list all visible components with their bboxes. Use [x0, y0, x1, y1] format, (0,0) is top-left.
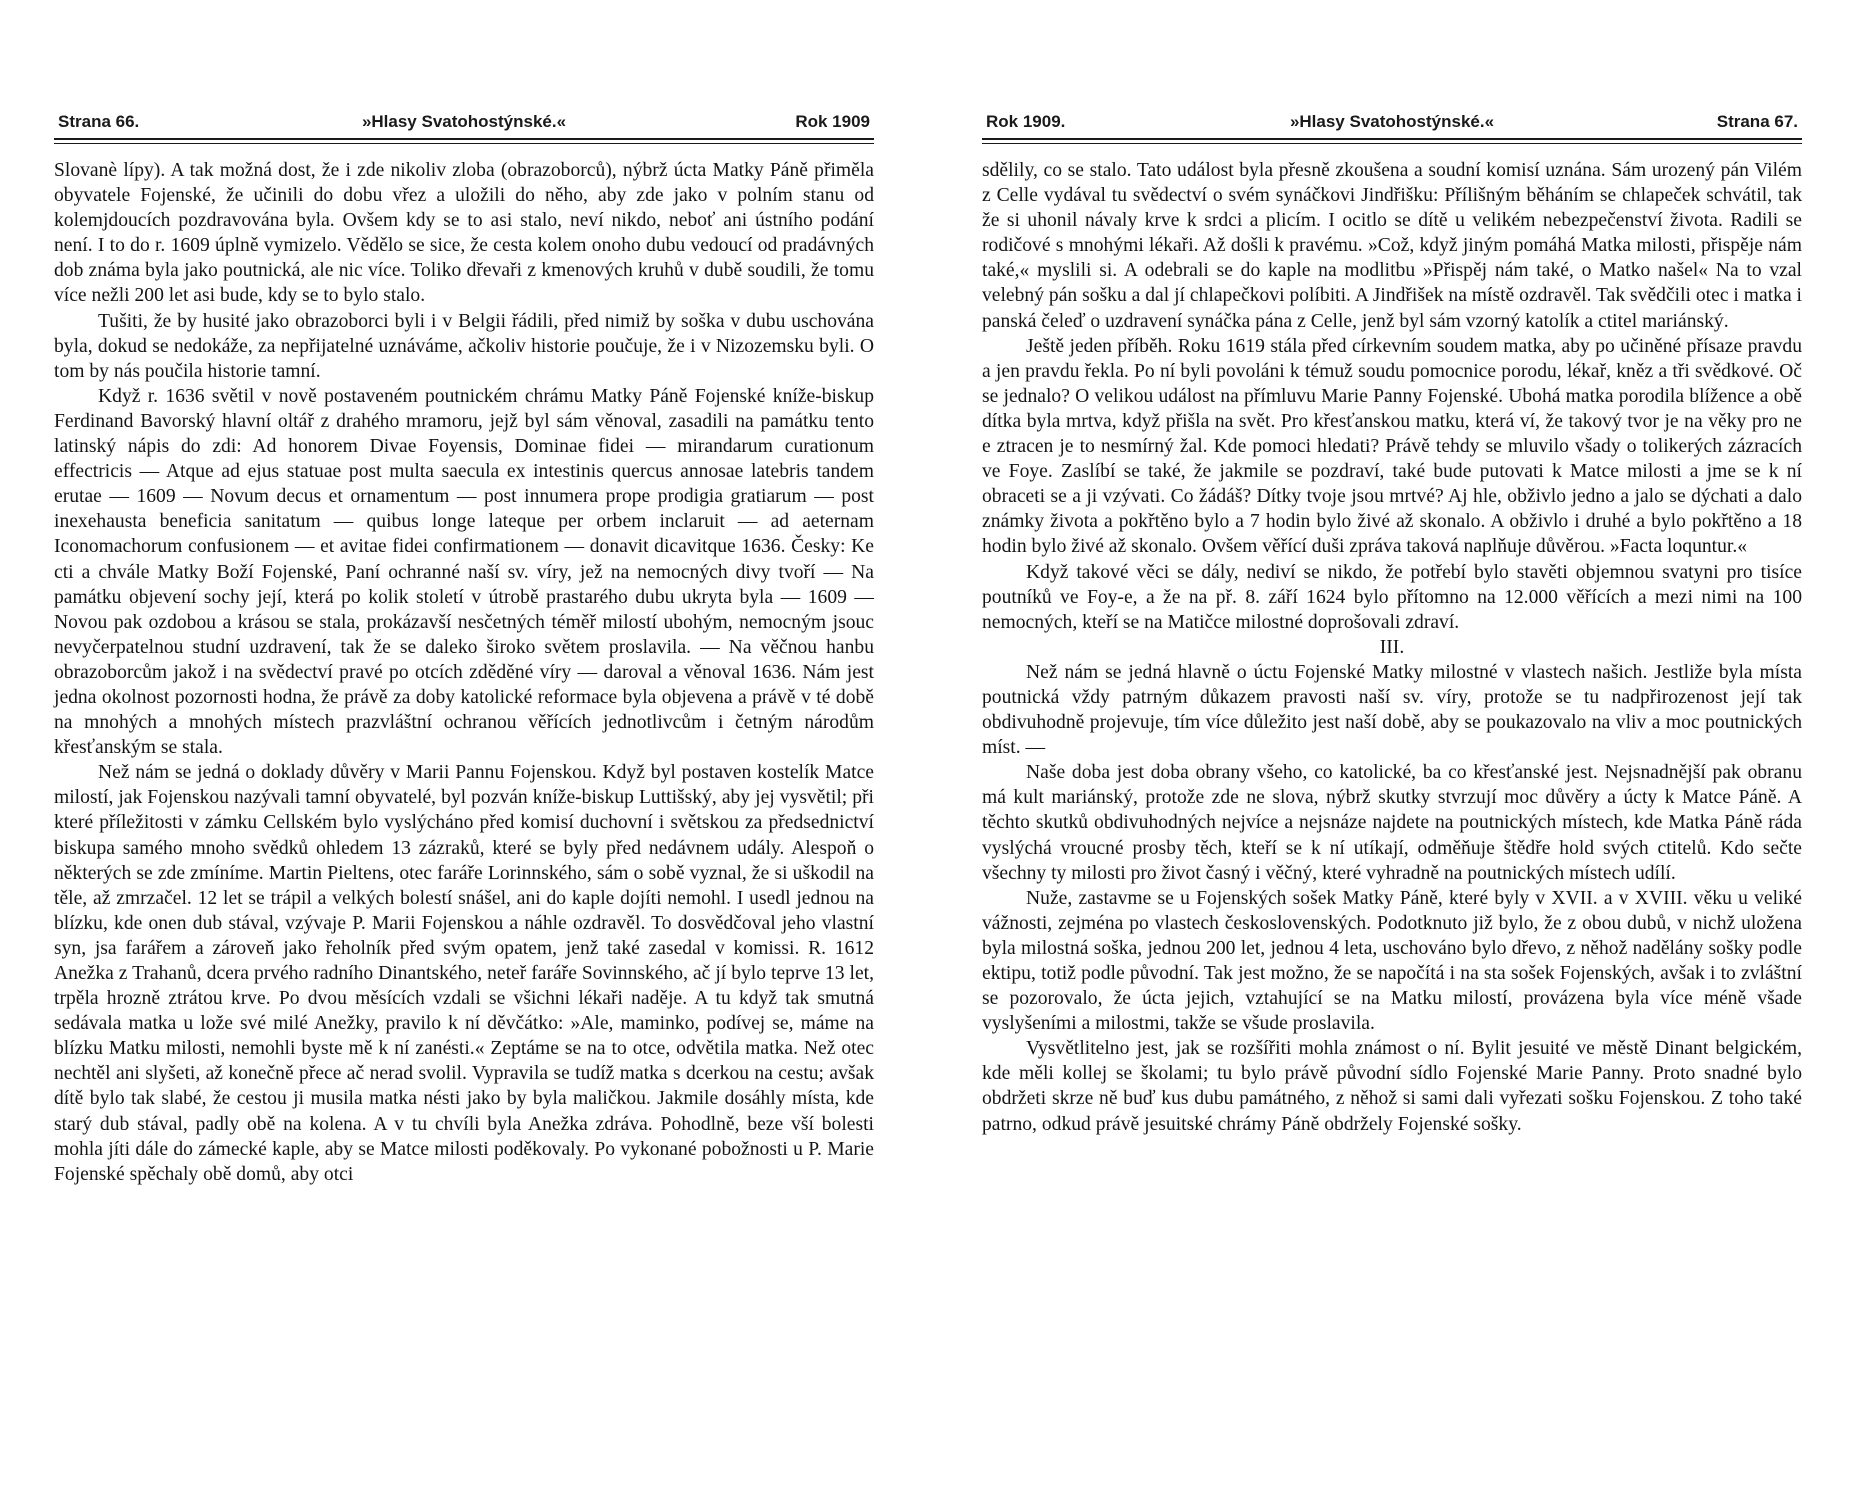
paragraph: Než nám se jedná hlavně o úctu Fojenské Matky milostné v vlastech našich. Jestliže byla místa poutnická vždy patrným důkazem pravosti naší sv. víry, protože se tu nadpřirozenost její tak obdivuhodně projevuje, tím více důležito jest naší době, aby se poukazovalo na vliv a moc poutnických míst. — [982, 661, 1802, 759]
page-body [982, 158, 1802, 1137]
paragraph: Naše doba jest doba obrany všeho, co katolické, ba co křesťanské jest. Nejsnadnější pak obranu má kult mariánský, protože zde ne slova, nýbrž skutky stvrzují moc důvěry a úcty k Matce Páně. A těchto skutků obdivuhodných nejvíce a nejsnáze najdete na poutnických místech, kde Matka Páně ráda vyslýchá vroucné prosby těch, kteří se k ní utíkají, odměňuje štědře hold svých ctitelů. Kdo sečte všechny ty milosti pro život časný i věčný, které vyhradně na poutnických místech udílí. [982, 762, 1802, 884]
running-title: »Hlasy Svatohostýnské.« [361, 112, 567, 131]
paragraph: Nuže, zastavme se u Fojenských sošek Matky Páně, které byly v XVII. a v XVIII. věku u veliké vážnosti, zejména po vlastech československých. Podotknuto již bylo, že z obou dubů, v nichž uložena byla milostná soška, jednou 200 let, jednou 4 leta, uschováno bylo dřevo, z něhož nadělány sošky podle ektipu, totiž podle původní. Tak jest možno, že se napočítá i na sta sošek Fojenských, avšak i to zvláštní se pozorovalo, že úcta jejich, vztahující se na Matku milostí, provázena byla více méně všade vyslyšeními a milostmi, takže se všude proslavila. [982, 887, 1802, 1035]
left-page [54, 100, 874, 1187]
page-year: Rok 1909 [795, 112, 870, 131]
paragraph: Vysvětlitelno jest, jak se rozšířiti mohla známost o ní. Bylit jesuité ve městě Dinant belgickém, kde měli kollej se školami; tu bylo právě původní sídlo Fojenské Marie Panny. Proto snadné bylo obdržeti skrze ně buď kus dubu památného, z něhož si sami dali vyřezati sošku Fojenskou. Z toho také patrno, odkud právě jesuitské chrámy Páně obdržely Fojenské sošky. [982, 1038, 1802, 1135]
paragraph: Než nám se jedná o doklady důvěry v Marii Pannu Fojenskou. Když byl postaven kostelík Matce milostí, jak Fojenskou nazývali tamní obyvatelé, byl pozván kníže-biskup Luttišský, aby jej vysvětil; při které příležitosti v zámku Cellském bylo vyslýcháno před komisí duchovní i světskou za předsednictví biskupa samého mnoho svědků ohledem 13 zázraků, které se byly před nedávnem udály. Alespoň o některých se zde zmíníme. Martin Pieltens, otec faráře Lorinnského, sám o sobě vyznal, že si uškodil na těle, až zmrzačel. 12 let se trápil a velkých bolestí snášel, ani do kaple dojíti nemohl. I usedl jednou na blízku, kde onen dub stával, vzývaje P. Marii Fojenskou a náhle ozdravěl. To dosvědčoval jeho vlastní syn, jsa farářem a zároveň jako řeholník před svým opatem, jenž také zasedal v komissi. R. 1612 Anežka z Trahanů, dcera prvého radního Dinantského, neteř faráře Sovinnského, ač jí bylo teprve 13 let, trpěla hrozně ztrátou krve. Po dvou měsících vzdali se všichni lékaři naděje. A tu když tak smutná sedávala matka u lože své milé Anežky, pravilo k ní děvčátko: »Ale, maminko, podívej se, máme na blízku Matku milosti, nemohli byste mě k ní zanésti.« Zeptáme se na to otce, odvětila matka. Než otec nechtěl ani slyšeti, až konečně přece ač nerad svolil. Vypravila se tudíž matka s dcerkou na cestu; avšak dítě bylo tak slabé, že cestou ji musila matka nésti jako by byla maličkou. Jakmile dosáhly místa, kde starý dub stával, padly obě na kolena. A v tu chvíli byla Anežka zdráva. Pohodlně, beze vší bolesti mohla jíti dále do zámecké kaple, aby se Matce milosti poděkovaly. Po vykonané pobožnosti u P. Marie Fojenské spěchaly obě domů, aby otci [54, 762, 874, 1185]
page-year: Rok 1909. [986, 112, 1066, 131]
paragraph: Ještě jeden příběh. Roku 1619 stála před církevním soudem matka, aby po učiněné přísaze pravdu a jen pravdu řekla. Po ní byli povoláni k témuž soudu pomocnice porodu, lékař, kněz a tři svědkové. Oč se jednalo? O velikou událost na přímluvu Marie Panny Fojenské. Ubohá matka porodila blížence a obě dítka byla mrtva, když přišla na svět. Pro křesťanskou matku, která ví, že takový tvor je na věky pro ne e ztracen je to nesmírný žal. Kde pomoci hledati? Právě tehdy se mluvilo všady o tolikerých zázracích ve Foye. Zaslíbí se také, že jakmile se pozdraví, také bude putovati k Matce milosti a jme se k ní obraceti se a ji vzývati. Co žádáš? Dítky tvoje jsou mrtvé? Aj hle, obživlo jedno a jalo se dýchati a dalo známky života a pokřtěno bylo a 7 hodin bylo živé až skonalo. A obživlo i druhé a bylo pokřtěno a 18 hodin bylo živé až skonalo. Ovšem věřící duši zpráva taková naplňuje důvěrou. »Facta loquntur.« [982, 335, 1802, 558]
paragraph: Když takové věci se dály, nediví se nikdo, že potřebí bylo stavěti objemnou svatyni pro tisíce poutníků ve Foy-e, a že na př. 8. září 1624 bylo přítomno na 12.000 věřících a mezi nimi na 100 nemocných, kteří se na Matičce milostné doprošovali zdraví. [982, 561, 1802, 633]
page-number: Strana 67. [1716, 112, 1798, 131]
right-page [982, 100, 1802, 1137]
page-body [54, 158, 874, 1187]
paragraph: Slovanè lípy). A tak možná dost, že i zde nikoliv zloba (obrazoborců), nýbrž úcta Matky Páně přiměla obyvatele Fojenské, že učinili do dobu vřez a uložili do něho, aby zde jako v polním stanu od kolemjdoucích pozdravována byla. Ovšem kdy se to asi stalo, neví nikdo, neboť ani ústního podání není. I to do r. 1609 úplně vymizelo. Vědělo se sice, že cesta kolem onoho dubu vedoucí od pradávných dob známa byla jako poutnická, ale nic více. Toliko dřevaři z kmenových kruhů v dubě soudili, že tomu více nežli 200 let asi bude, kdy se to bylo stalo. [54, 160, 874, 307]
page-header [982, 100, 1802, 140]
section-heading: III. [1379, 636, 1405, 658]
page-number: Strana 66. [58, 112, 140, 131]
page-header [54, 100, 874, 140]
paragraph: sdělily, co se stalo. Tato událost byla přesně zkoušena a soudní komisí uznána. Sám urozený pán Vilém z Celle vydával tu svědectví o svém synáčkovi Jindřišku: Přílišným běháním se chlapeček schvátil, tak že si uhonil návaly krve k srdci a plicím. I ocitlo se dítě u velikém nebezpečenství života. Radili se rodičové s mnohými lékaři. Až došli k pravému. »Což, když jiným pomáhá Matka milosti, přispěje nám také,« myslili si. A odebrali se do kaple na modlitbu »Přispěj nám také, o Matko našel« Na to vzal velebný pán sošku a dal jí chlapečkovi políbiti. A Jindřišek na místě ozdravěl. Tak svědčili otec i matka i panská čeleď o uzdravení synáčka pána z Celle, jenž byl sám vzorný katolík a ctitel mariánský. [982, 160, 1802, 332]
running-title: »Hlasy Svatohostýnské.« [1289, 112, 1495, 131]
paragraph: Tušiti, že by husité jako obrazoborci byli i v Belgii řádili, před nimiž by soška v dubu uschována byla, dokud se nedokáže, za nepřijatelné uznáváme, ačkoliv historie poučuje, že i v Nizozemsku byli. O tom by nás poučila historie tamní. [54, 310, 874, 382]
paragraph: Když r. 1636 světil v nově postaveném poutnickém chrámu Matky Páně Fojenské kníže-biskup Ferdinand Bavorský hlavní oltář z drahého mramoru, jejž byl sám věnoval, zasadili na památku tento latinský nápis do zdi: Ad honorem Divae Foyensis, Dominae fidei — mirandarum curationum effectricis — Atque ad ejus statuae post multa saecula ex intestinis quercus annosae latebris tandem erutae — 1609 — Novum decus et ornamentum — post innumera prope prodigia gratiarum — post inexehausta beneficia sanitatum — quibus longe lateque per orbem inclaruit — ad aeternam Iconomachorum confusionem — et avitae fidei confirmationem — donavit dicavitque 1636. Česky: Ke cti a chvále Matky Boží Fojenské, Paní ochranné naší sv. víry, jež na nemocných divy tvoří — Na památku objevení sochy její, která po kolik století v útrobě prastarého dubu ukryta byla — 1609 — Novou pak ozdobou a krásou se stala, prokázavší nesčetných téměř milostí ubohým, nemocným jsouc nevyčerpatelnou studní uzdravení, tak že se daleko široko světem proslavila. — Na věčnou hanbu obrazoborcům jakož i na svědectví pravé po otcích zděděné víry — daroval a věnoval 1636. Nám jest jedna okolnost pozornosti hodna, že právě za doby katolické reformace byla objevena a právě v té době na mnohých a mnohých místech prazvláštní ochranou věřících jednotlivcům i četným národům křesťanským se stala. [54, 385, 874, 759]
